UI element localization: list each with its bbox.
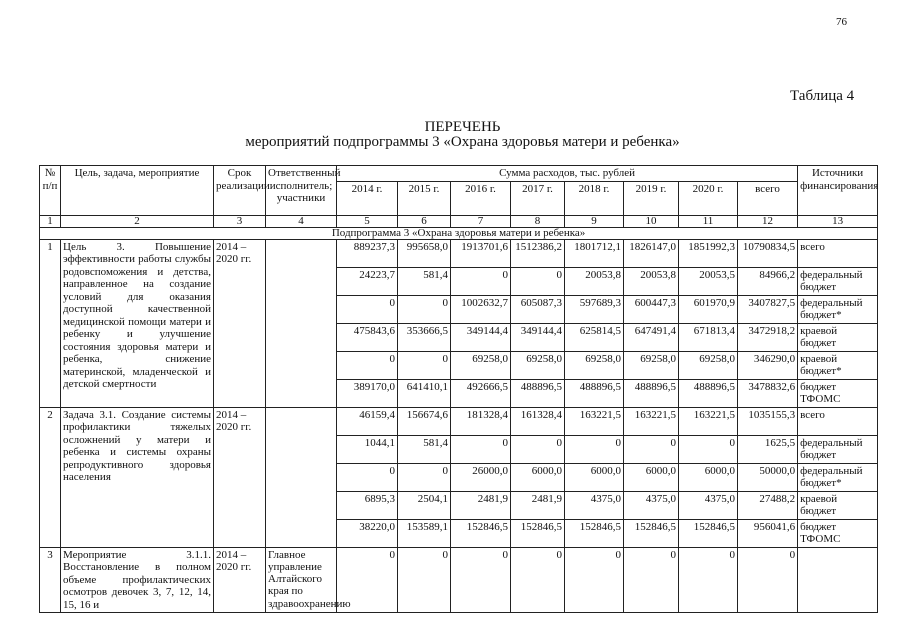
amount-cell: 0 [337,351,398,379]
amount-cell: 6000,0 [624,463,679,491]
funding-source: федеральный бюджет [798,435,878,463]
amount-cell: 475843,6 [337,323,398,351]
amount-total-cell: 1625,5 [738,435,798,463]
amount-cell: 492666,5 [451,379,511,407]
amount-cell: 0 [451,267,511,295]
amount-cell: 4375,0 [565,491,624,519]
document-subtitle: мероприятий подпрограммы 3 «Охрана здоровья матери и ребенка» [245,134,680,150]
amount-cell: 163221,5 [565,407,624,435]
header-year: 2015 г. [398,181,451,215]
amount-cell: 163221,5 [679,407,738,435]
column-number: 13 [798,215,878,227]
amount-cell: 152846,5 [624,519,679,547]
amount-cell: 995658,0 [398,239,451,267]
amount-cell: 601970,9 [679,295,738,323]
amount-cell: 69258,0 [679,351,738,379]
goal-text: Цель 3. Повышение эффективности работы службы родовспоможения и детства, направленное на создание условий для оказания доступной качественной медицинской помощи матери и ребенку и улучшение состояния здоровья матери и ребенка, снижение материнской, младенческой и детской смертности [61,239,214,407]
amount-cell: 0 [511,267,565,295]
header-year: 2018 г. [565,181,624,215]
funding-source: бюджет ТФОМС [798,519,878,547]
amount-cell: 488896,5 [624,379,679,407]
row-number: 2 [40,407,61,547]
amount-cell: 647491,4 [624,323,679,351]
amount-cell: 600447,3 [624,295,679,323]
amount-cell: 0 [451,547,511,613]
column-number: 11 [679,215,738,227]
amount-cell: 1913701,6 [451,239,511,267]
table-header-row [40,166,878,182]
amount-cell: 0 [337,295,398,323]
header-year: 2017 г. [511,181,565,215]
amount-cell: 2481,9 [511,491,565,519]
column-number: 8 [511,215,565,227]
amount-cell: 20053,8 [624,267,679,295]
amount-cell: 2481,9 [451,491,511,519]
header-term: Срок реализации [214,166,266,216]
amount-total-cell: 3407827,5 [738,295,798,323]
subprogram-row [40,227,878,239]
amount-cell: 0 [679,547,738,613]
header-num: № п/п [40,166,61,216]
amount-cell: 69258,0 [511,351,565,379]
amount-cell: 152846,5 [451,519,511,547]
responsible-text [266,239,337,407]
amount-cell: 1044,1 [337,435,398,463]
table-row [40,407,878,435]
amount-cell: 0 [565,435,624,463]
amount-cell: 0 [511,547,565,613]
amount-cell: 0 [337,463,398,491]
amount-cell: 6000,0 [565,463,624,491]
amount-cell: 0 [565,547,624,613]
amount-cell: 1826147,0 [624,239,679,267]
amount-cell: 1851992,3 [679,239,738,267]
amount-total-cell: 956041,6 [738,519,798,547]
amount-total-cell: 84966,2 [738,267,798,295]
funding-source: всего [798,407,878,435]
funding-source: федеральный бюджет* [798,463,878,491]
amount-cell: 0 [451,435,511,463]
term-text: 2014 – 2020 гг. [214,407,266,547]
amount-cell: 0 [398,463,451,491]
amount-cell: 69258,0 [565,351,624,379]
funding-source: краевой бюджет* [798,351,878,379]
row-number: 1 [40,239,61,407]
header-sum: Сумма расходов, тыс. рублей [337,166,798,182]
amount-cell: 0 [511,435,565,463]
column-number: 3 [214,215,266,227]
column-number: 10 [624,215,679,227]
amount-cell: 488896,5 [679,379,738,407]
amount-cell: 0 [398,295,451,323]
row-number: 3 [40,547,61,613]
amount-cell: 181328,4 [451,407,511,435]
table-row [40,239,878,267]
amount-cell: 20053,8 [565,267,624,295]
header-year: 2019 г. [624,181,679,215]
amount-cell: 641410,1 [398,379,451,407]
funding-source: федеральный бюджет* [798,295,878,323]
column-number: 1 [40,215,61,227]
amount-cell: 6895,3 [337,491,398,519]
amount-cell: 153589,1 [398,519,451,547]
amount-cell: 889237,3 [337,239,398,267]
table-row [40,547,878,613]
amount-cell: 156674,6 [398,407,451,435]
amount-total-cell: 50000,0 [738,463,798,491]
column-number: 12 [738,215,798,227]
amount-cell: 389170,0 [337,379,398,407]
amount-cell: 1801712,1 [565,239,624,267]
amount-cell: 0 [624,547,679,613]
amount-total-cell: 10790834,5 [738,239,798,267]
amount-cell: 46159,4 [337,407,398,435]
column-number: 5 [337,215,398,227]
amount-total-cell: 27488,2 [738,491,798,519]
funding-source: краевой бюджет [798,491,878,519]
term-text: 2014 – 2020 гг. [214,239,266,407]
column-number: 6 [398,215,451,227]
funding-source: всего [798,239,878,267]
subprogram-title: Подпрограмма 3 «Охрана здоровья матери и ребенка» [40,227,878,239]
header-year-total: всего [738,181,798,215]
page-number: 76 [836,16,847,28]
amount-cell: 597689,3 [565,295,624,323]
header-source: Источники финансирования [798,166,878,216]
header-year: 2014 г. [337,181,398,215]
amount-cell: 671813,4 [679,323,738,351]
amount-cell: 581,4 [398,435,451,463]
amount-cell: 152846,5 [679,519,738,547]
amount-cell: 152846,5 [511,519,565,547]
amount-cell: 4375,0 [624,491,679,519]
amount-cell: 152846,5 [565,519,624,547]
amount-cell: 69258,0 [451,351,511,379]
amount-cell: 38220,0 [337,519,398,547]
amount-cell: 69258,0 [624,351,679,379]
amount-cell: 0 [337,547,398,613]
amount-cell: 349144,4 [451,323,511,351]
amount-cell: 26000,0 [451,463,511,491]
goal-text: Мероприятие 3.1.1. Восстановление в полном объеме профилактических осмотров девочек 3, 7, 12, 14, 15, 16 и [61,547,214,613]
amount-total-cell: 3478832,6 [738,379,798,407]
responsible-text: Главное управление Алтайского края по здравоохранению [266,547,337,613]
responsible-text [266,407,337,547]
amount-cell: 0 [398,351,451,379]
amount-cell: 488896,5 [511,379,565,407]
amount-cell: 20053,5 [679,267,738,295]
column-number: 2 [61,215,214,227]
column-number: 9 [565,215,624,227]
amount-cell: 0 [624,435,679,463]
amount-cell: 1002632,7 [451,295,511,323]
goal-text: Задача 3.1. Создание системы профилактики тяжелых осложнений у матери и ребенка и системы охраны репродуктивного здоровья населения [61,407,214,547]
funding-source: краевой бюджет [798,323,878,351]
amount-total-cell: 346290,0 [738,351,798,379]
funding-source: бюджет ТФОМС [798,379,878,407]
header-goal: Цель, задача, мероприятие [61,166,214,216]
amount-cell: 488896,5 [565,379,624,407]
amount-cell: 6000,0 [679,463,738,491]
amount-cell: 625814,5 [565,323,624,351]
expenses-table [39,165,878,613]
amount-total-cell: 3472918,2 [738,323,798,351]
header-year: 2020 г. [679,181,738,215]
header-year: 2016 г. [451,181,511,215]
amount-cell: 24223,7 [337,267,398,295]
amount-cell: 1512386,2 [511,239,565,267]
column-number: 7 [451,215,511,227]
document-title: ПЕРЕЧЕНЬ [424,119,501,135]
funding-source: федеральный бюджет [798,267,878,295]
header-responsible: Ответственный исполнитель; участники [266,166,337,216]
amount-cell: 349144,4 [511,323,565,351]
amount-cell: 605087,3 [511,295,565,323]
amount-cell: 163221,5 [624,407,679,435]
column-number: 4 [266,215,337,227]
amount-cell: 161328,4 [511,407,565,435]
amount-cell: 0 [398,547,451,613]
table-label: Таблица 4 [790,88,855,104]
amount-cell: 0 [679,435,738,463]
column-numbers-row [40,215,878,227]
amount-cell: 6000,0 [511,463,565,491]
term-text: 2014 – 2020 гг. [214,547,266,613]
funding-source [798,547,878,613]
amount-total-cell: 1035155,3 [738,407,798,435]
amount-total-cell: 0 [738,547,798,613]
amount-cell: 581,4 [398,267,451,295]
amount-cell: 353666,5 [398,323,451,351]
amount-cell: 4375,0 [679,491,738,519]
amount-cell: 2504,1 [398,491,451,519]
